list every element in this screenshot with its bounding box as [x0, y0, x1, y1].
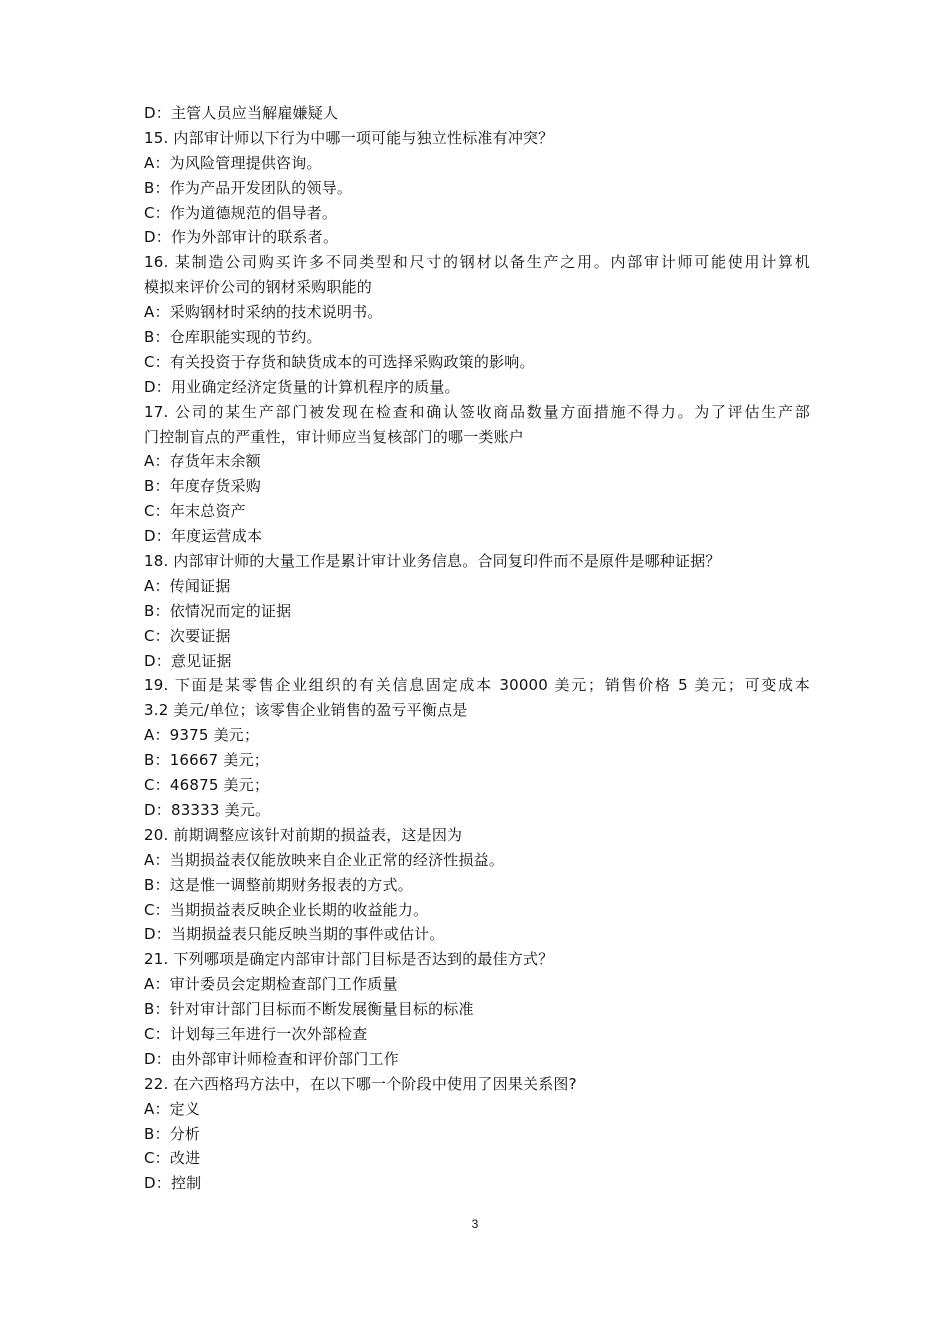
option-text: B：分析 [144, 1124, 201, 1143]
page-number: 3 [471, 1217, 479, 1231]
option-text: B：作为产品开发团队的领导。 [144, 178, 353, 197]
question-text: 21. 下列哪项是确定内部审计部门目标是否达到的最佳方式？ [144, 950, 554, 969]
option-text: B：16667 美元； [144, 751, 269, 770]
option-text: D：用业确定经济定货量的计算机程序的质量。 [144, 377, 460, 396]
option-text: B：依情况而定的证据 [144, 601, 292, 620]
question-text: 17. 公司的某生产部门被发现在检查和确认签收商品数量方面措施不得力。为了评估生产部 [144, 402, 810, 421]
option-text: B：这是惟一调整前期财务报表的方式。 [144, 875, 413, 894]
option-text: C：有关投资于存货和缺货成本的可选择采购政策的影响。 [144, 352, 535, 371]
option-text: D：年度运营成本 [144, 527, 263, 546]
option-text: D：意见证据 [144, 651, 232, 670]
question-text: 18. 内部审计师的大量工作是累计审计业务信息。合同复印件而不是原件是哪种证据？ [144, 552, 721, 571]
option-text: A：为风险管理提供咨询。 [144, 153, 322, 172]
option-text: D：控制 [144, 1174, 202, 1193]
question-text: 15. 内部审计师以下行为中哪一项可能与独立性标准有冲突？ [144, 128, 554, 147]
option-text: C：46875 美元； [144, 776, 270, 795]
option-text: C：年末总资产 [144, 502, 246, 521]
option-text: A：9375 美元； [144, 726, 260, 745]
question-text: 19. 下面是某零售企业组织的有关信息固定成本 30000 美元；销售价格 5 美元；可变成本 [144, 676, 810, 695]
question-text: 22. 在六西格玛方法中，在以下哪一个阶段中使用了因果关系图? [144, 1074, 577, 1093]
document-body [144, 101, 810, 1196]
option-text: D：作为外部审计的联系者。 [144, 228, 339, 247]
option-text: A：定义 [144, 1099, 201, 1118]
option-text: A：当期损益表仅能放映来自企业正常的经济性损益。 [144, 850, 505, 869]
option-text: C：改进 [144, 1149, 201, 1168]
question-text: 16. 某制造公司购买许多不同类型和尺寸的钢材以备生产之用。内部审计师可能使用计算机 [144, 253, 810, 272]
question-text-continued: 3.2 美元/单位；该零售企业销售的盈亏平衡点是 [144, 701, 468, 720]
option-text: A：传闻证据 [144, 576, 231, 595]
text-line: D：主管人员应当解雇嫌疑人 [144, 104, 339, 122]
option-text: B：年度存货采购 [144, 477, 261, 496]
option-text: A：采购钢材时采纳的技术说明书。 [144, 303, 383, 322]
option-text: D：由外部审计师检查和评价部门工作 [144, 1049, 399, 1068]
option-text: C：计划每三年进行一次外部检查 [144, 1024, 368, 1043]
option-text: C：当期损益表反映企业长期的收益能力。 [144, 900, 429, 919]
option-text: D：当期损益表只能反映当期的事件或估计。 [144, 925, 445, 944]
option-text: D：83333 美元。 [144, 800, 271, 819]
option-text: B：仓库职能实现的节约。 [144, 328, 322, 347]
question-text-continued: 模拟来评价公司的钢材采购职能的 [144, 278, 373, 297]
question-text-continued: 门控制盲点的严重性，审计师应当复核部门的哪一类账户 [144, 427, 525, 446]
option-text: A：存货年末余额 [144, 452, 261, 471]
option-text: C：次要证据 [144, 626, 231, 645]
option-text: A：审计委员会定期检查部门工作质量 [144, 975, 398, 994]
option-text: B：针对审计部门目标而不断发展衡量目标的标准 [144, 1000, 474, 1019]
option-text: C：作为道德规范的倡导者。 [144, 203, 338, 222]
question-text: 20. 前期调整应该针对前期的损益表，这是因为 [144, 825, 463, 844]
